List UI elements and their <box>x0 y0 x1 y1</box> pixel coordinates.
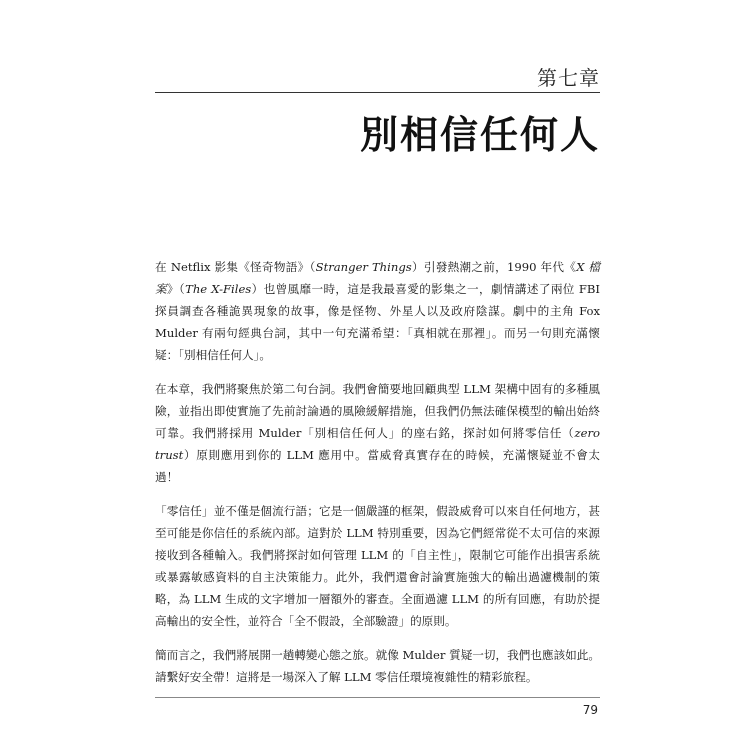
paragraph-text: 在本章，我們將聚焦於第二句台詞。我們會簡要地回顧典型 LLM 架構中固有的多種風險，並指出即使實施了先前討論過的風險緩解措施，但我們仍無法確保模型的輸出始終可靠。我們將採用 Mulder「別相信任何人」的座右銘，探討如何將零信任（ <box>155 382 600 440</box>
chapter-title: 別相信任何人 <box>359 113 600 157</box>
chapter-label: 第七章 <box>537 66 600 90</box>
body-text <box>155 256 600 700</box>
italic-text: X 檔案 <box>155 260 601 296</box>
chapter-divider <box>155 92 600 93</box>
italic-text: zero trust <box>155 426 600 462</box>
paragraph-text: ）引發熱潮之前，1990 年代《 <box>411 260 577 274</box>
paragraph-text: 》（ <box>166 282 186 296</box>
paragraph-text: 在 Netflix 影集《怪奇物語》（ <box>155 260 316 274</box>
italic-text: Stranger Things <box>315 260 412 274</box>
italic-text: The X-Files <box>185 282 252 296</box>
paragraph-text: ）也曾風靡一時，這是我最喜愛的影集之一，劇情講述了兩位 FBI 探員調查各種詭異現象的故事，像是怪物、外星人以及政府陰謀。劇中的主角 Fox Mulder 有兩句經典台詞，其中一句充滿希望：「真相就在那裡」。而另一句則充滿懷疑：「別相信任何人」。 <box>155 282 600 362</box>
paragraph-4 <box>155 644 600 688</box>
paragraph-text: 簡而言之，我們將展開一趟轉變心態之旅。就像 Mulder 質疑一切，我們也應該如此。請繫好安全帶！這將是一場深入了解 LLM 零信任環境複雜性的精彩旅程。 <box>155 648 600 684</box>
footer-divider <box>155 697 600 698</box>
paragraph-1 <box>155 256 600 366</box>
paragraph-text: ）原則應用到你的 LLM 應用中。當威脅真實存在的時候，充滿懷疑並不會太過！ <box>155 448 600 484</box>
paragraph-2 <box>155 378 600 488</box>
page-number: 79 <box>582 703 598 717</box>
paragraph-3 <box>155 500 600 632</box>
paragraph-text: 「零信任」並不僅是個流行語；它是一個嚴謹的框架，假設威脅可以來自任何地方，甚至可能是你信任的系統內部。這對於 LLM 特別重要，因為它們經常從不太可信的來源接收到各種輸入。我們將探討如何管理 LLM 的「自主性」，限制它可能作出損害系統或暴露敏感資料的自主決策能力。此外，我們還會討論實施強大的輸出過濾機制的策略，為 LLM 生成的文字增加一層額外的審查。全面過濾 LLM 的所有回應，有助於提高輸出的安全性，並符合「全不假設，全部驗證」的原則。 <box>155 504 600 628</box>
